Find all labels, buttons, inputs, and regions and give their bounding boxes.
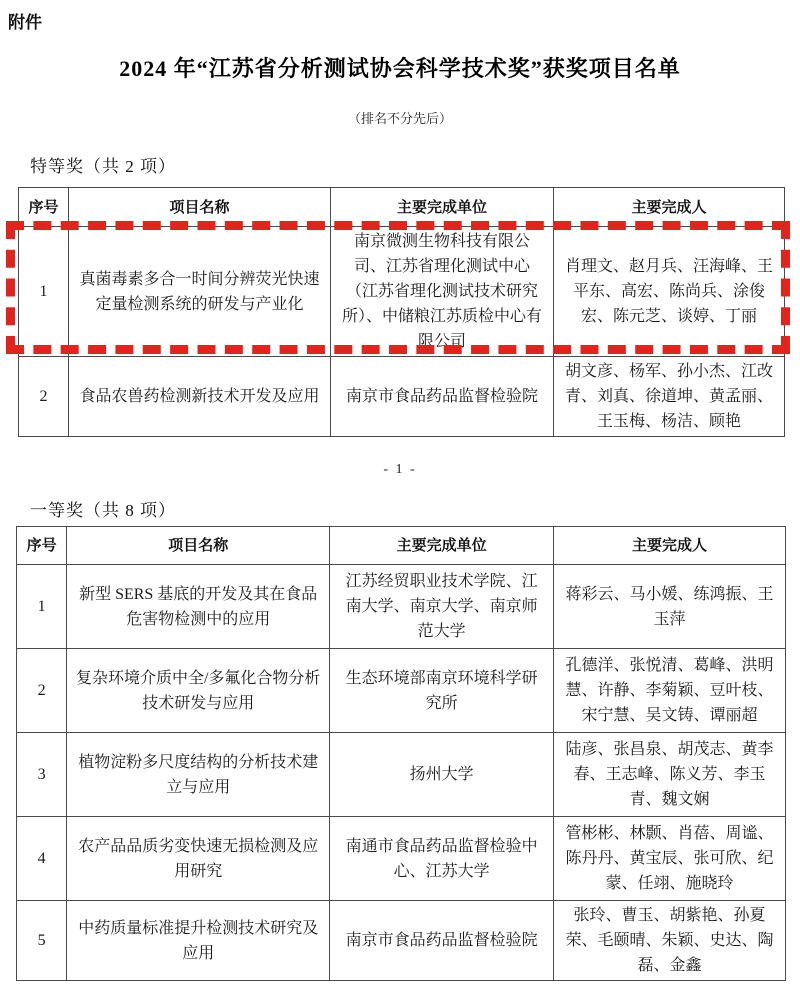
cell-project-name: 真菌毒素多合一时间分辨荧光快速定量检测系统的研发与产业化 bbox=[69, 227, 331, 357]
table-row bbox=[17, 733, 786, 817]
section-heading-first-prize: 一等奖（共 8 项） bbox=[30, 501, 176, 520]
table-row bbox=[17, 649, 786, 733]
special-prize-table bbox=[18, 187, 785, 437]
cell-main-people: 陆彦、张昌泉、胡茂志、黄李春、王志峰、陈义芳、李玉青、魏文娴 bbox=[554, 733, 786, 817]
cell-serial-number: 1 bbox=[19, 227, 69, 357]
cell-main-people: 肖理文、赵月兵、汪海峰、王平东、高宏、陈尚兵、涂俊宏、陈元芝、谈婷、丁丽 bbox=[554, 227, 785, 357]
section-heading-special-prize: 特等奖（共 2 项） bbox=[30, 157, 176, 176]
cell-serial-number: 5 bbox=[17, 901, 67, 981]
cell-main-people: 孔德洋、张悦清、葛峰、洪明慧、许静、李菊颖、豆叶枝、宋宁慧、吴文铸、谭丽超 bbox=[554, 649, 786, 733]
table-row bbox=[19, 357, 785, 437]
cell-project-name: 食品农兽药检测新技术开发及应用 bbox=[69, 357, 331, 437]
column-header: 序号 bbox=[17, 527, 67, 565]
column-header: 主要完成人 bbox=[554, 527, 786, 565]
header-row bbox=[17, 527, 786, 565]
table-row bbox=[17, 901, 786, 981]
header-row bbox=[19, 188, 785, 227]
column-header: 项目名称 bbox=[69, 188, 331, 227]
cell-main-units: 南通市食品药品监督检验中心、江苏大学 bbox=[330, 817, 554, 901]
cell-project-name: 农产品品质劣变快速无损检测及应用研究 bbox=[67, 817, 330, 901]
table-row-highlighted bbox=[19, 227, 785, 357]
cell-main-units: 江苏经贸职业技术学院、江南大学、南京大学、南京师范大学 bbox=[330, 565, 554, 649]
page-subtitle: （排名不分先后） bbox=[347, 111, 452, 126]
column-header: 序号 bbox=[19, 188, 69, 227]
first-prize-table bbox=[16, 526, 786, 981]
cell-main-units: 南京微测生物科技有限公司、江苏省理化测试中心（江苏省理化测试技术研究所）、中储粮江苏质检中心有限公司 bbox=[331, 227, 554, 357]
cell-main-units: 生态环境部南京环境科学研究所 bbox=[330, 649, 554, 733]
table-row bbox=[17, 817, 786, 901]
cell-main-people: 管彬彬、林颢、肖蓓、周谧、陈丹丹、黄宝辰、张可欣、纪蒙、任翊、施晓玲 bbox=[554, 817, 786, 901]
cell-project-name: 新型 SERS 基底的开发及其在食品危害物检测中的应用 bbox=[67, 565, 330, 649]
table-row bbox=[17, 565, 786, 649]
cell-serial-number: 1 bbox=[17, 565, 67, 649]
cell-main-units: 南京市食品药品监督检验院 bbox=[331, 357, 554, 437]
cell-project-name: 复杂环境介质中全/多氟化合物分析技术研发与应用 bbox=[67, 649, 330, 733]
attachment-label: 附件 bbox=[8, 13, 42, 32]
cell-main-people: 胡文彦、杨军、孙小杰、江改青、刘真、徐道坤、黄孟丽、王玉梅、杨洁、顾艳 bbox=[554, 357, 785, 437]
page-number: - 1 - bbox=[383, 462, 417, 477]
cell-serial-number: 4 bbox=[17, 817, 67, 901]
column-header: 项目名称 bbox=[67, 527, 330, 565]
cell-serial-number: 2 bbox=[17, 649, 67, 733]
cell-main-units: 扬州大学 bbox=[330, 733, 554, 817]
column-header: 主要完成单位 bbox=[330, 527, 554, 565]
column-header: 主要完成人 bbox=[554, 188, 785, 227]
cell-project-name: 植物淀粉多尺度结构的分析技术建立与应用 bbox=[67, 733, 330, 817]
column-header: 主要完成单位 bbox=[331, 188, 554, 227]
cell-main-people: 张玲、曹玉、胡紫艳、孙夏荣、毛颐晴、朱颖、史达、陶磊、金鑫 bbox=[554, 901, 786, 981]
cell-main-units: 南京市食品药品监督检验院 bbox=[330, 901, 554, 981]
cell-serial-number: 3 bbox=[17, 733, 67, 817]
cell-serial-number: 2 bbox=[19, 357, 69, 437]
cell-main-people: 蒋彩云、马小媛、练鸿振、王玉萍 bbox=[554, 565, 786, 649]
page-title: 2024 年“江苏省分析测试协会科学技术奖”获奖项目名单 bbox=[119, 56, 681, 81]
cell-project-name: 中药质量标准提升检测技术研究及应用 bbox=[67, 901, 330, 981]
